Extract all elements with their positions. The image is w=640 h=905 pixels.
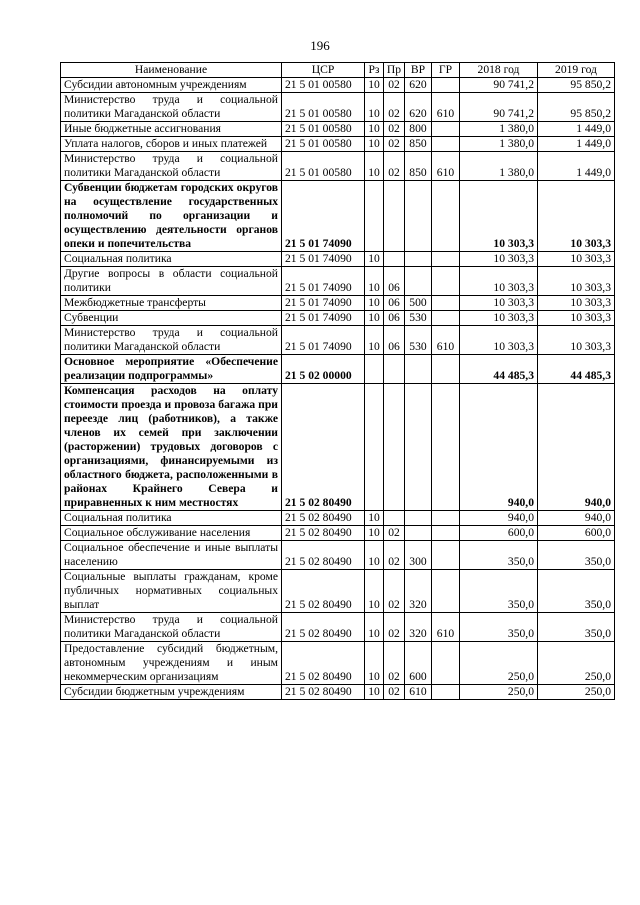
row-vr [405, 181, 432, 252]
row-csr: 21 5 01 74090 [282, 326, 365, 355]
row-name: Субвенции [61, 311, 282, 326]
row-value-2019: 940,0 [538, 511, 615, 526]
row-value-2018: 940,0 [460, 511, 538, 526]
row-rz: 10 [365, 137, 384, 152]
table-header-row [61, 63, 615, 78]
table-row [61, 570, 615, 613]
row-csr: 21 5 01 00580 [282, 78, 365, 93]
row-pr [384, 384, 405, 511]
row-pr: 02 [384, 685, 405, 700]
row-pr: 02 [384, 137, 405, 152]
row-rz: 10 [365, 252, 384, 267]
row-value-2019: 10 303,3 [538, 311, 615, 326]
row-value-2018: 940,0 [460, 384, 538, 511]
row-vr [405, 511, 432, 526]
row-rz: 10 [365, 296, 384, 311]
row-name: Социальные выплаты гражданам, кроме публичных нормативных социальных выплат [61, 570, 282, 613]
row-gr [432, 267, 460, 296]
row-vr: 850 [405, 152, 432, 181]
row-pr: 02 [384, 152, 405, 181]
row-gr [432, 511, 460, 526]
row-gr [432, 311, 460, 326]
row-pr: 06 [384, 296, 405, 311]
row-name: Субвенции бюджетам городских округов на осуществление государственных полномочий по организации и осуществлению деятельности органов опеки и попечительства [61, 181, 282, 252]
table-row [61, 613, 615, 642]
row-csr: 21 5 02 80490 [282, 526, 365, 541]
row-value-2018: 10 303,3 [460, 252, 538, 267]
row-value-2018: 1 380,0 [460, 152, 538, 181]
table-row [61, 267, 615, 296]
row-name: Министерство труда и социальной политики Магаданской области [61, 93, 282, 122]
row-value-2018: 10 303,3 [460, 181, 538, 252]
row-value-2019: 600,0 [538, 526, 615, 541]
row-gr: 610 [432, 152, 460, 181]
row-csr: 21 5 01 74090 [282, 296, 365, 311]
row-gr: 610 [432, 93, 460, 122]
row-csr: 21 5 02 80490 [282, 642, 365, 685]
row-pr [384, 355, 405, 384]
row-rz: 10 [365, 526, 384, 541]
table-row [61, 384, 615, 511]
row-name: Межбюджетные трансферты [61, 296, 282, 311]
row-rz: 10 [365, 570, 384, 613]
row-csr: 21 5 02 80490 [282, 685, 365, 700]
row-value-2019: 940,0 [538, 384, 615, 511]
row-value-2018: 10 303,3 [460, 311, 538, 326]
table-row [61, 642, 615, 685]
row-rz: 10 [365, 685, 384, 700]
row-name: Уплата налогов, сборов и иных платежей [61, 137, 282, 152]
row-rz: 10 [365, 267, 384, 296]
row-vr [405, 526, 432, 541]
row-vr: 850 [405, 137, 432, 152]
row-vr: 610 [405, 685, 432, 700]
header-gr: ГР [432, 63, 460, 78]
row-rz: 10 [365, 511, 384, 526]
row-gr [432, 122, 460, 137]
row-name: Основное мероприятие «Обеспечение реализации подпрограммы» [61, 355, 282, 384]
row-rz: 10 [365, 326, 384, 355]
row-value-2018: 10 303,3 [460, 296, 538, 311]
row-vr: 500 [405, 296, 432, 311]
row-vr [405, 355, 432, 384]
page-number: 196 [310, 38, 330, 53]
row-vr: 320 [405, 570, 432, 613]
row-rz [365, 355, 384, 384]
table-row [61, 252, 615, 267]
row-csr: 21 5 01 00580 [282, 93, 365, 122]
row-value-2018: 10 303,3 [460, 326, 538, 355]
row-value-2018: 44 485,3 [460, 355, 538, 384]
row-value-2018: 350,0 [460, 613, 538, 642]
row-gr: 610 [432, 613, 460, 642]
row-vr: 600 [405, 642, 432, 685]
row-gr [432, 296, 460, 311]
row-name: Компенсация расходов на оплату стоимости проезда и провоза багажа при переезде лиц (работников), а также членов их семей при заключении (расторжении) трудовых договоров с организациями, финансируемыми из областного бюджета, расположенными в районах Крайнего Севера и приравненных к ним местностях [61, 384, 282, 511]
table-row [61, 296, 615, 311]
row-value-2019: 1 449,0 [538, 152, 615, 181]
row-vr: 530 [405, 326, 432, 355]
row-gr [432, 355, 460, 384]
row-value-2018: 250,0 [460, 642, 538, 685]
row-name: Министерство труда и социальной политики Магаданской области [61, 613, 282, 642]
row-name: Предоставление субсидий бюджетным, автономным учреждениям и иным некоммерческим организациям [61, 642, 282, 685]
row-gr: 610 [432, 326, 460, 355]
row-gr [432, 570, 460, 613]
row-csr: 21 5 02 80490 [282, 384, 365, 511]
budget-table [60, 62, 615, 700]
row-pr: 06 [384, 326, 405, 355]
row-value-2019: 250,0 [538, 685, 615, 700]
row-rz: 10 [365, 613, 384, 642]
table-row [61, 685, 615, 700]
row-value-2018: 1 380,0 [460, 137, 538, 152]
row-vr: 300 [405, 541, 432, 570]
row-csr: 21 5 02 80490 [282, 570, 365, 613]
row-pr [384, 511, 405, 526]
row-value-2019: 1 449,0 [538, 137, 615, 152]
header-csr: ЦСР [282, 63, 365, 78]
row-value-2018: 1 380,0 [460, 122, 538, 137]
row-value-2019: 250,0 [538, 642, 615, 685]
row-value-2019: 10 303,3 [538, 252, 615, 267]
header-2019: 2019 год [538, 63, 615, 78]
table-row [61, 511, 615, 526]
row-rz [365, 181, 384, 252]
row-name: Министерство труда и социальной политики Магаданской области [61, 152, 282, 181]
row-value-2018: 600,0 [460, 526, 538, 541]
row-name: Другие вопросы в области социальной политики [61, 267, 282, 296]
row-vr: 800 [405, 122, 432, 137]
row-vr: 320 [405, 613, 432, 642]
row-gr [432, 252, 460, 267]
row-gr [432, 137, 460, 152]
row-pr: 06 [384, 311, 405, 326]
row-name: Социальная политика [61, 511, 282, 526]
row-pr: 02 [384, 541, 405, 570]
row-rz: 10 [365, 78, 384, 93]
row-name: Социальная политика [61, 252, 282, 267]
header-vr: ВР [405, 63, 432, 78]
row-pr: 02 [384, 78, 405, 93]
table-row [61, 326, 615, 355]
table-row [61, 137, 615, 152]
row-vr: 530 [405, 311, 432, 326]
header-2018: 2018 год [460, 63, 538, 78]
row-csr: 21 5 01 74090 [282, 311, 365, 326]
row-value-2019: 10 303,3 [538, 181, 615, 252]
table-row [61, 526, 615, 541]
row-pr [384, 252, 405, 267]
row-csr: 21 5 01 74090 [282, 181, 365, 252]
row-rz: 10 [365, 311, 384, 326]
row-value-2019: 1 449,0 [538, 122, 615, 137]
row-gr [432, 642, 460, 685]
row-pr: 02 [384, 570, 405, 613]
row-pr: 02 [384, 93, 405, 122]
row-value-2018: 90 741,2 [460, 93, 538, 122]
row-value-2019: 44 485,3 [538, 355, 615, 384]
row-rz: 10 [365, 152, 384, 181]
row-value-2019: 350,0 [538, 541, 615, 570]
row-value-2019: 350,0 [538, 613, 615, 642]
row-vr [405, 384, 432, 511]
row-csr: 21 5 02 80490 [282, 613, 365, 642]
row-value-2019: 95 850,2 [538, 93, 615, 122]
row-gr [432, 181, 460, 252]
row-name: Субсидии бюджетным учреждениям [61, 685, 282, 700]
row-rz: 10 [365, 93, 384, 122]
row-value-2018: 250,0 [460, 685, 538, 700]
header-pr: Пр [384, 63, 405, 78]
row-gr [432, 541, 460, 570]
row-gr [432, 685, 460, 700]
row-gr [432, 384, 460, 511]
row-pr: 02 [384, 526, 405, 541]
row-value-2019: 10 303,3 [538, 296, 615, 311]
row-rz: 10 [365, 122, 384, 137]
table-row [61, 311, 615, 326]
row-value-2019: 10 303,3 [538, 326, 615, 355]
row-csr: 21 5 01 74090 [282, 267, 365, 296]
row-pr: 02 [384, 613, 405, 642]
row-name: Министерство труда и социальной политики Магаданской области [61, 326, 282, 355]
row-gr [432, 78, 460, 93]
header-rz: Рз [365, 63, 384, 78]
row-csr: 21 5 01 00580 [282, 152, 365, 181]
row-pr [384, 181, 405, 252]
row-csr: 21 5 02 80490 [282, 511, 365, 526]
row-name: Субсидии автономным учреждениям [61, 78, 282, 93]
row-pr: 02 [384, 642, 405, 685]
row-vr: 620 [405, 78, 432, 93]
row-gr [432, 526, 460, 541]
table-row [61, 541, 615, 570]
row-value-2018: 350,0 [460, 570, 538, 613]
row-value-2019: 10 303,3 [538, 267, 615, 296]
table-row [61, 78, 615, 93]
header-name: Наименование [61, 63, 282, 78]
row-vr [405, 252, 432, 267]
row-rz: 10 [365, 642, 384, 685]
row-name: Иные бюджетные ассигнования [61, 122, 282, 137]
table-row [61, 181, 615, 252]
row-csr: 21 5 01 74090 [282, 252, 365, 267]
row-name: Социальное обслуживание населения [61, 526, 282, 541]
row-value-2018: 350,0 [460, 541, 538, 570]
row-value-2019: 95 850,2 [538, 78, 615, 93]
row-value-2019: 350,0 [538, 570, 615, 613]
row-pr: 02 [384, 122, 405, 137]
row-rz [365, 384, 384, 511]
row-vr: 620 [405, 93, 432, 122]
row-csr: 21 5 02 80490 [282, 541, 365, 570]
row-value-2018: 90 741,2 [460, 78, 538, 93]
table-row [61, 122, 615, 137]
row-csr: 21 5 02 00000 [282, 355, 365, 384]
table-row [61, 355, 615, 384]
table-row [61, 93, 615, 122]
row-rz: 10 [365, 541, 384, 570]
row-value-2018: 10 303,3 [460, 267, 538, 296]
row-csr: 21 5 01 00580 [282, 137, 365, 152]
table-body [61, 78, 615, 700]
table-row [61, 152, 615, 181]
row-csr: 21 5 01 00580 [282, 122, 365, 137]
row-name: Социальное обеспечение и иные выплаты населению [61, 541, 282, 570]
row-pr: 06 [384, 267, 405, 296]
row-vr [405, 267, 432, 296]
